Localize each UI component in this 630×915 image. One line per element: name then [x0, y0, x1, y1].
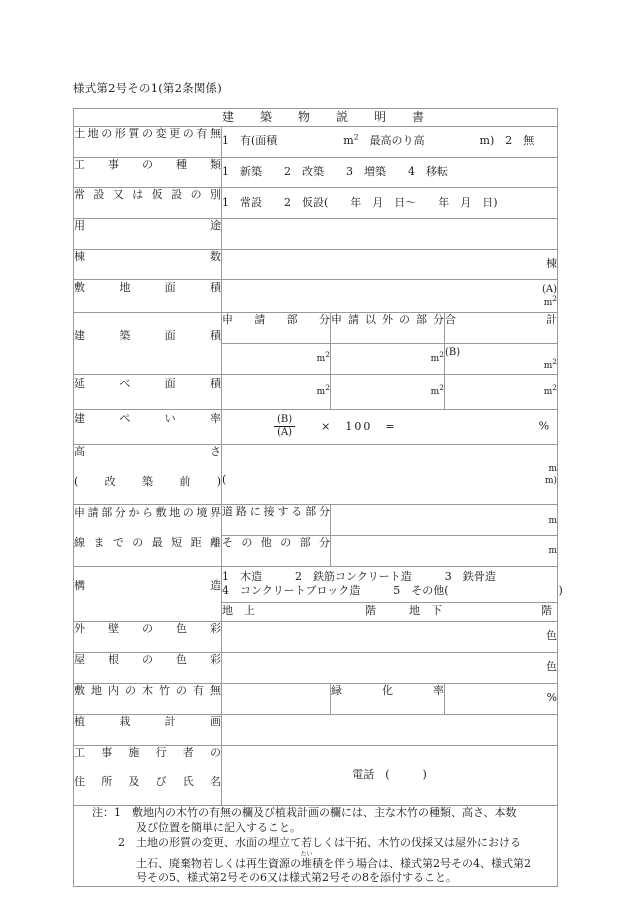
unit-height-bottom: m) — [544, 475, 558, 486]
value-trees[interactable] — [222, 683, 331, 714]
label-distance — [74, 505, 222, 566]
value-use[interactable] — [222, 218, 558, 249]
value-coverage-ratio[interactable] — [222, 409, 558, 444]
value-structure-options[interactable] — [222, 566, 563, 602]
label-roof-color-text: 屋根の色彩 — [74, 652, 221, 666]
label-use-text: 用途 — [74, 218, 221, 232]
table-row-trees — [74, 683, 558, 714]
coverage-fraction — [274, 415, 295, 439]
title-cell — [74, 109, 558, 127]
coverage-operator: × 100 = — [321, 419, 397, 433]
note-2-body2a: 土石、廃棄物若しくは再生資源の — [136, 856, 301, 870]
note-2 — [74, 836, 557, 887]
label-site-area-text: 敷地面積 — [74, 281, 221, 295]
label-green-ratio-text: 緑 化 率 — [331, 683, 444, 697]
table-row-title — [74, 109, 558, 127]
value-planting-plan[interactable] — [222, 714, 558, 745]
label-height-line1: 高さ — [74, 444, 221, 458]
table-row-roof-color — [74, 652, 558, 683]
marker-site-area-a: (A) — [541, 284, 558, 296]
label-structure-text: 構造 — [74, 578, 221, 592]
label-total-floor-area — [74, 374, 222, 409]
value-building-area-applied[interactable] — [222, 343, 331, 374]
value-structure-floors[interactable]: 地 上 階 地 下 階 — [222, 602, 558, 621]
value-roof-color[interactable] — [222, 652, 558, 683]
coverage-formula — [222, 412, 557, 442]
table-row-contractor — [74, 745, 558, 805]
unit-site-area: $m^2$ — [543, 293, 558, 308]
label-permanent-temp-text: 常設又は仮設の別 — [74, 188, 221, 202]
contractor-phone-label: 電話 ( ) — [352, 767, 427, 781]
label-trees-text: 敷地内の木竹の有無 — [74, 683, 221, 697]
note-2-line2 — [74, 851, 557, 872]
building-description-table — [73, 108, 563, 887]
unit-buildings-count: 棟 — [546, 257, 558, 271]
note-2-line1 — [74, 836, 557, 851]
table-row-permanent-temp — [74, 188, 558, 219]
header-applied-part — [222, 313, 331, 344]
label-green-ratio — [331, 683, 445, 714]
value-total-floor-area-total[interactable] — [445, 374, 558, 409]
note-2-head: 2 — [118, 835, 125, 849]
ruby-tai — [300, 850, 313, 870]
value-distance-other[interactable] — [331, 536, 558, 567]
label-buildings-count — [74, 249, 222, 280]
label-roof-color — [74, 652, 222, 683]
table-row-work-type — [74, 157, 558, 188]
label-building-area — [74, 313, 222, 375]
label-distance-road-text: 道路に接する部分 — [222, 505, 330, 519]
header-total-right: 計 — [546, 313, 558, 327]
note-1 — [74, 806, 557, 836]
value-wall-color[interactable] — [222, 621, 558, 652]
table-row-site-area — [74, 280, 558, 313]
header-total — [445, 313, 558, 344]
note-1-line1 — [74, 806, 557, 821]
table-row-land-change — [74, 126, 558, 157]
label-trees — [74, 683, 222, 714]
label-building-area-text: 建築面積 — [74, 328, 221, 342]
value-building-area-not-applied[interactable] — [331, 343, 445, 374]
unit-distance-road: m — [548, 515, 558, 526]
label-distance-other-text: その他の部分 — [222, 536, 330, 550]
value-total-floor-area-not-applied[interactable] — [331, 374, 445, 409]
unit-total-floor-area-total: $m^2$ — [543, 382, 558, 397]
unit-building-area-total: $m^2$ — [543, 356, 558, 371]
label-contractor — [74, 745, 222, 805]
label-distance-line2: 線までの最短距離 — [74, 535, 221, 549]
unit-total-floor-area-applied: $m^2$ — [316, 382, 330, 397]
label-permanent-temp — [74, 188, 222, 219]
height-open-paren: ( — [222, 472, 227, 486]
value-buildings-count[interactable] — [222, 249, 558, 280]
table-row-total-floor-area — [74, 374, 558, 409]
label-site-area — [74, 280, 222, 313]
label-land-change — [74, 126, 222, 157]
header-applied-part-text: 申 請 部 分 — [222, 313, 330, 327]
note-1-body1: 敷地内の木竹の有無の欄及び植栽計画の欄には、主な木竹の種類、高さ、本数 — [132, 806, 517, 820]
label-land-change-text: 土地の形質の変更の有無 — [74, 126, 221, 140]
value-contractor[interactable] — [222, 745, 558, 805]
label-contractor-line2: 住所及び氏名 — [74, 775, 221, 789]
table-row-height — [74, 444, 558, 504]
table-row-coverage-ratio — [74, 409, 558, 444]
label-work-type-text: 工事の種類 — [74, 157, 221, 171]
label-wall-color-text: 外壁の色彩 — [74, 621, 221, 635]
unit-building-area-applied: $m^2$ — [316, 349, 330, 364]
structure-option-line1: 1 木造 2 鉄筋コンクリート造 3 鉄骨造 — [222, 569, 496, 583]
unit-distance-other: m — [548, 546, 558, 557]
unit-building-area-not-applied: $m^2$ — [430, 349, 444, 364]
table-row-distance-road — [74, 505, 558, 536]
coverage-numerator: (B) — [277, 413, 293, 425]
unit-total-floor-area-not-applied: $m^2$ — [430, 382, 444, 397]
label-coverage-ratio — [74, 409, 222, 444]
table-row-planting-plan — [74, 714, 558, 745]
header-not-applied-part-text: 申請以外の部分 — [331, 313, 444, 327]
label-planting-plan-text: 植栽計画 — [74, 714, 221, 728]
label-height — [74, 444, 222, 504]
value-work-type[interactable]: 1 新築 2 改築 3 増築 4 移転 — [222, 157, 558, 188]
notes-cell — [74, 806, 558, 887]
unit-green-ratio: % — [546, 691, 558, 705]
unit-wall-color: 色 — [546, 629, 558, 643]
note-1-body2: 及び位置を簡単に記入すること。 — [136, 820, 301, 834]
table-row-buildings-count — [74, 249, 558, 280]
label-work-type — [74, 157, 222, 188]
label-wall-color — [74, 621, 222, 652]
value-distance-road[interactable] — [331, 505, 558, 536]
header-total-left: 合 — [445, 313, 547, 327]
note-2-body3: 号その5、様式第2号その6又は様式第2号その8を添付すること。 — [136, 871, 457, 885]
table-row-wall-color — [74, 621, 558, 652]
note-1-head: 注：1 — [92, 806, 121, 820]
coverage-denominator: (A) — [274, 426, 295, 439]
structure-option-line2: 4 コンクリートブロック造 5 その他( ) — [222, 584, 563, 598]
table-row-structure-options — [74, 566, 558, 602]
label-coverage-ratio-text: 建ぺい率 — [74, 412, 221, 426]
value-green-ratio[interactable] — [445, 683, 558, 714]
ruby-base-tai: 堆 — [300, 856, 313, 870]
label-total-floor-area-text: 延べ面積 — [74, 377, 221, 391]
label-buildings-count-text: 棟数 — [74, 249, 221, 263]
label-planting-plan — [74, 714, 222, 745]
label-height-line2: (改築前) — [74, 474, 221, 488]
form-number: 様式第2号その1(第2条関係) — [73, 81, 222, 95]
value-land-change[interactable]: 1 有(面積 $m^2$ 最高のり高 m) 2 無 — [222, 126, 558, 157]
value-building-area-total[interactable] — [445, 343, 558, 374]
value-total-floor-area-applied[interactable] — [222, 374, 331, 409]
note-2-body1: 土地の形質の変更、水面の埋立て若しくは干拓、木竹の伐採又は屋外における — [136, 835, 521, 849]
label-structure — [74, 566, 222, 621]
label-distance-other — [222, 536, 331, 567]
label-distance-line1: 申請部分から敷地の境界 — [74, 505, 221, 519]
ruby-text-tai: たい — [300, 850, 313, 858]
label-distance-road — [222, 505, 331, 536]
value-site-area[interactable] — [222, 280, 558, 313]
page-title: 建 築 物 説 明 書 — [222, 110, 432, 124]
marker-building-area-b: (B) — [445, 347, 461, 359]
unit-roof-color: 色 — [546, 660, 558, 674]
header-not-applied-part — [331, 313, 445, 344]
value-permanent-temp[interactable]: 1 常設 2 仮設( 年 月 日〜 年 月 日) — [222, 188, 558, 219]
header-total-text — [445, 313, 557, 343]
label-use — [74, 218, 222, 249]
table-row-area-headers — [74, 313, 558, 344]
note-2-body2b: 積を伴う場合は、様式第2号その4、様式第2 — [312, 856, 531, 870]
table-row-notes — [74, 806, 558, 887]
table-row-use — [74, 218, 558, 249]
label-contractor-line1: 工事施行者の — [74, 745, 221, 759]
unit-height-top: m — [548, 463, 558, 474]
unit-coverage-ratio: % — [538, 419, 550, 433]
value-height[interactable] — [222, 444, 558, 504]
